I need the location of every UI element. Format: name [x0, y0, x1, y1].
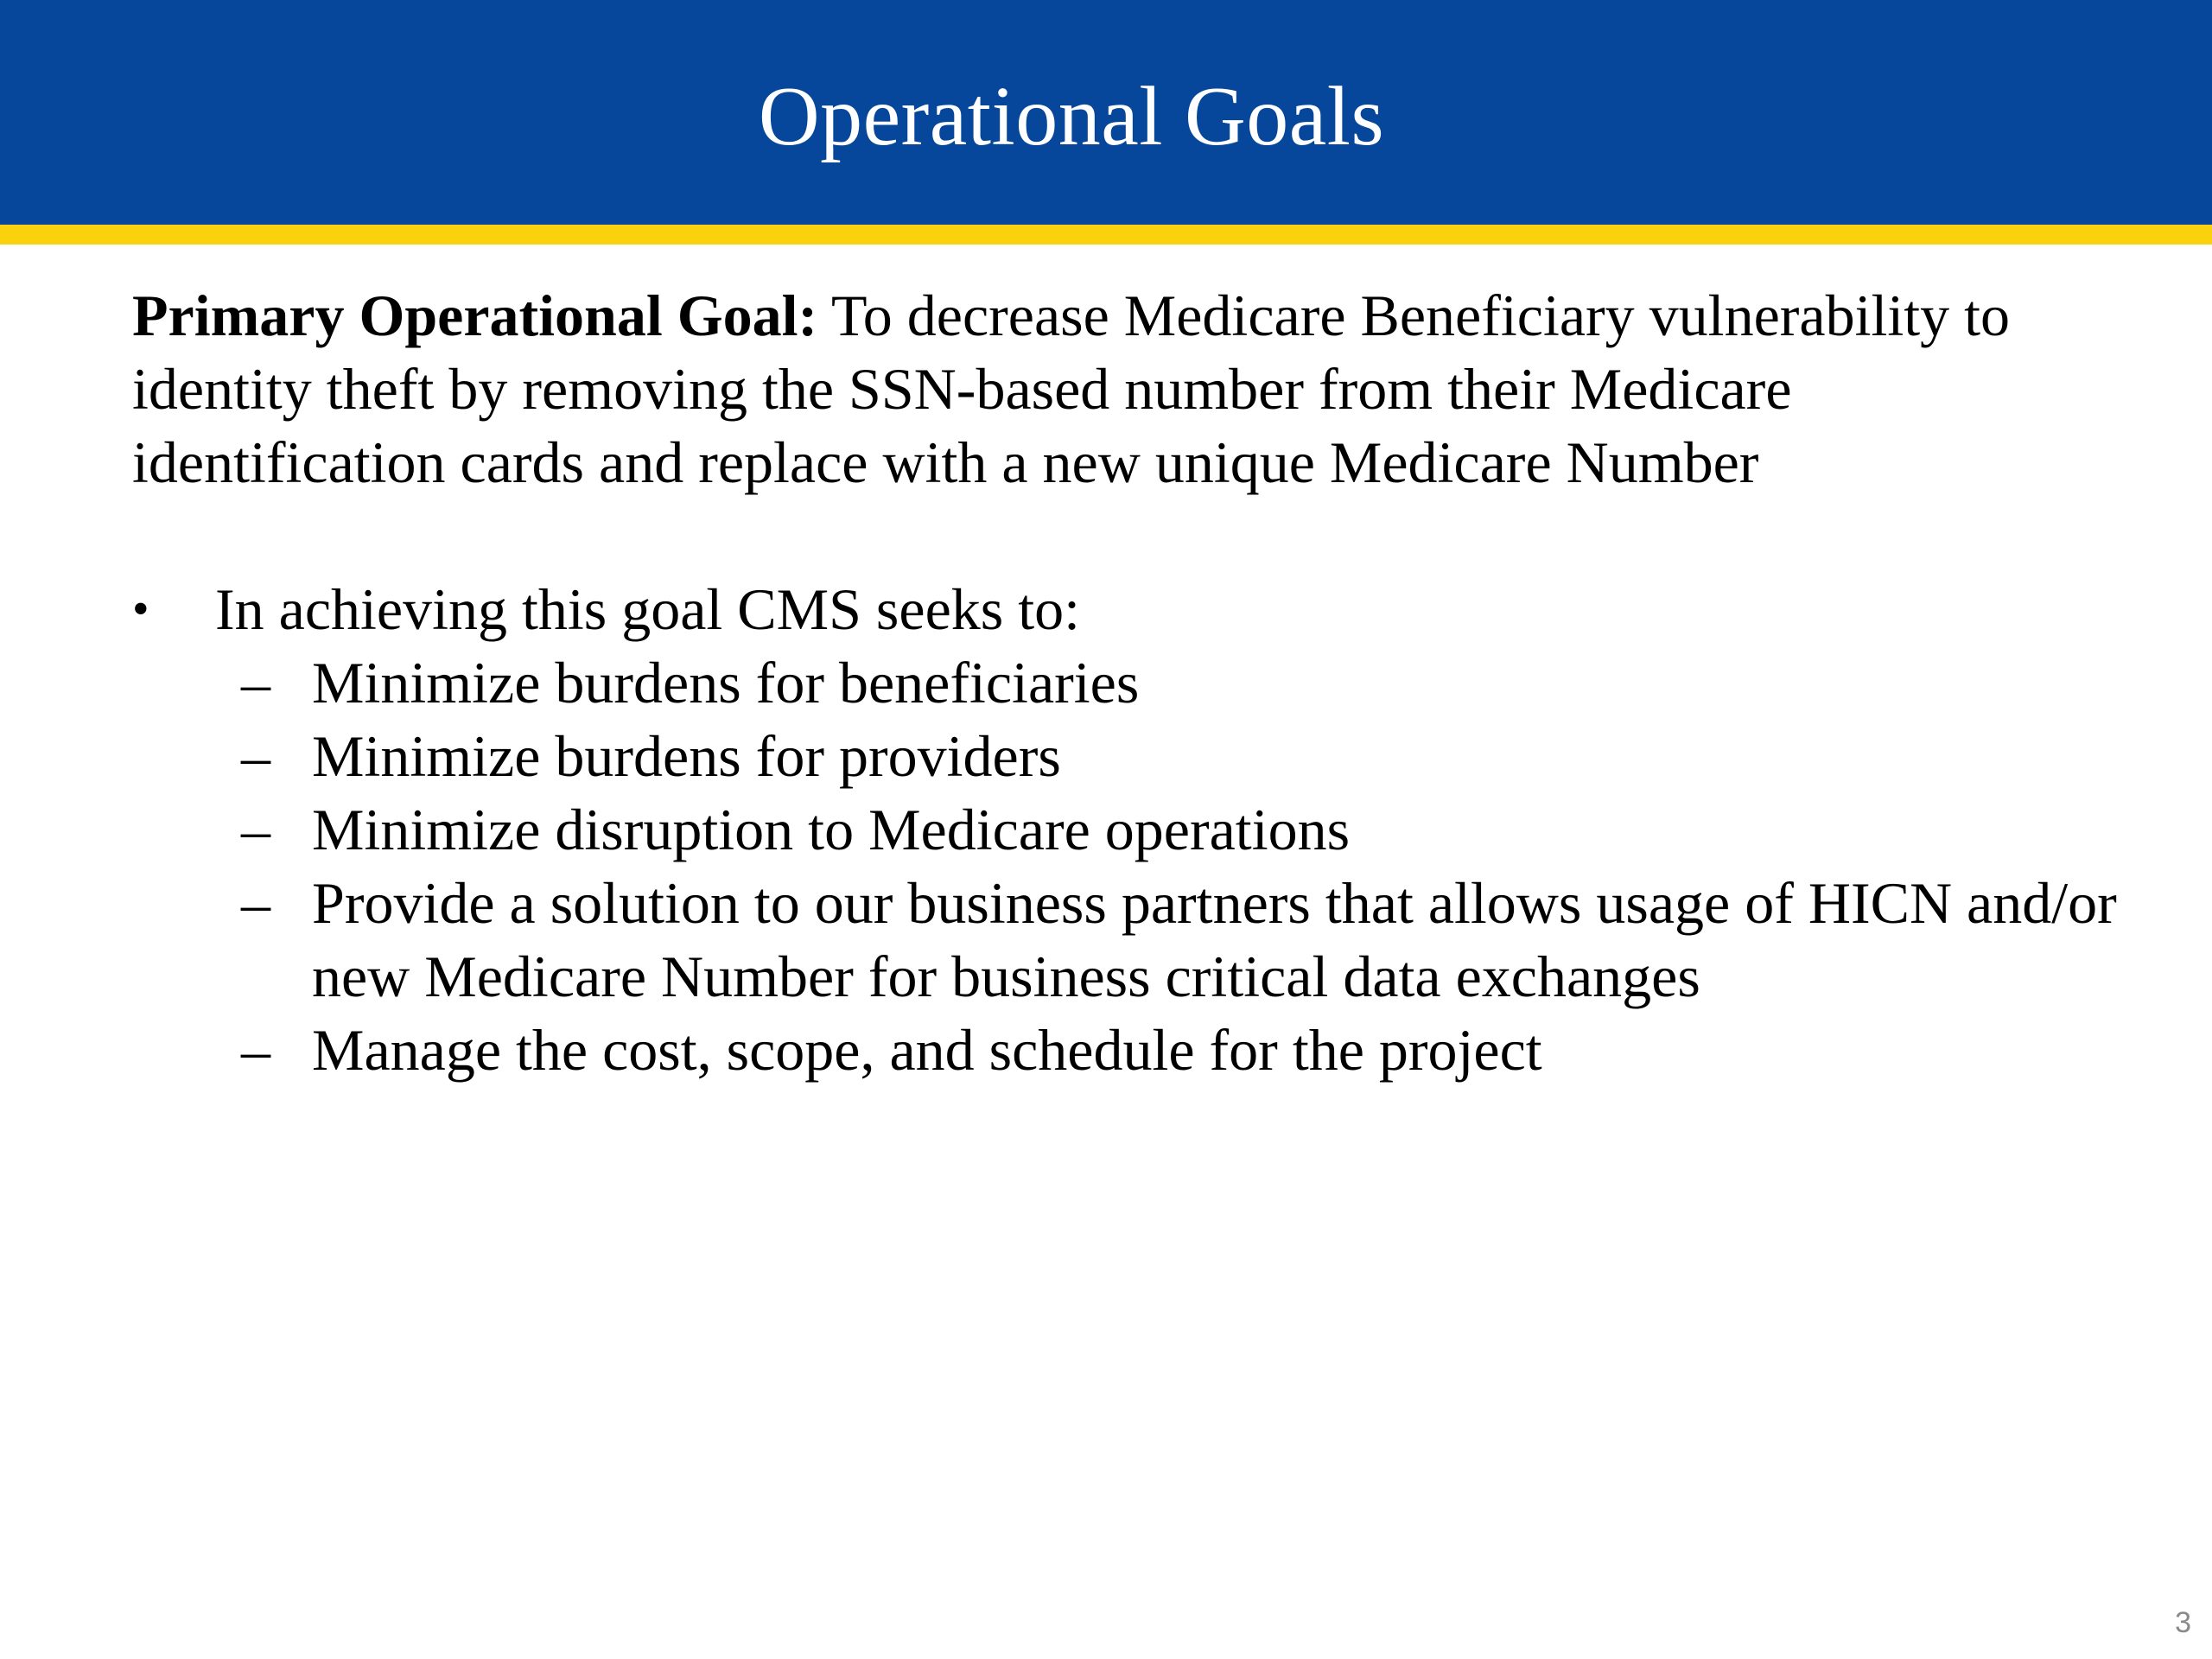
- sub-bullet-item: [132, 867, 2120, 1014]
- bullet-icon: •: [132, 582, 149, 636]
- sub-bullet-text: Minimize burdens for beneficiaries: [312, 650, 1140, 715]
- title-banner: [0, 0, 2212, 225]
- sub-bullet-item: [132, 646, 2120, 720]
- sub-bullet-item: [132, 720, 2120, 793]
- sub-bullet-item: [132, 793, 2120, 867]
- slide-title: Operational Goals: [758, 70, 1385, 163]
- dash-icon: –: [241, 797, 270, 862]
- primary-goal-paragraph: [132, 279, 2120, 499]
- dash-icon: –: [241, 1017, 270, 1083]
- bullet-item: [132, 573, 2120, 646]
- sub-bullet-text: Minimize burdens for providers: [312, 723, 1061, 789]
- sub-bullet-item: [132, 1014, 2120, 1087]
- dash-icon: –: [241, 870, 270, 936]
- slide-body: [132, 279, 2120, 1087]
- page-number: 3: [2175, 1606, 2191, 1639]
- accent-bar: [0, 225, 2212, 245]
- primary-goal-label: Primary Operational Goal:: [132, 283, 818, 348]
- primary-goal-text: To decrease Medicare Beneficiary vulnerability to identity theft by removing the SSN-based number from their Medicare identification cards and replace with a new unique Medicare Number: [132, 283, 2011, 495]
- bullet-text: In achieving this goal CMS seeks to:: [215, 576, 1081, 642]
- dash-icon: –: [241, 723, 270, 789]
- sub-bullet-list: [132, 646, 2120, 1087]
- sub-bullet-text: Minimize disruption to Medicare operations: [312, 797, 1351, 862]
- dash-icon: –: [241, 650, 270, 715]
- sub-bullet-text: Manage the cost, scope, and schedule for the project: [312, 1017, 1542, 1083]
- sub-bullet-text: Provide a solution to our business partners that allows usage of HICN and/or new Medicare Number for business critical data exchanges: [312, 870, 2117, 1009]
